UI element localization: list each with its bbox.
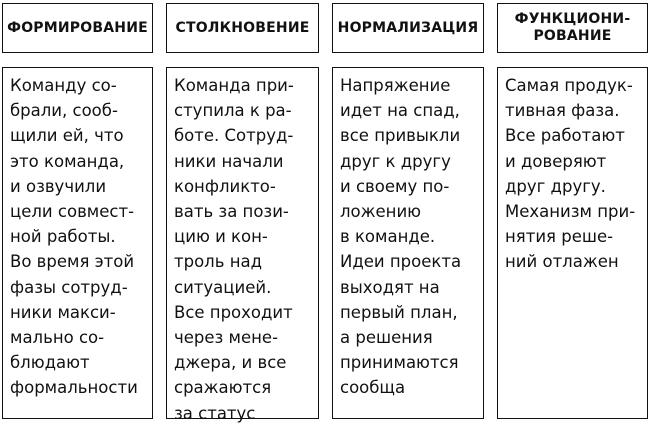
stage-norming-description: Напряжение идет на спад, все привыкли друг к другу и своему по- ложению в команде. Идеи проекта выходят на первый план, а решения принимаются сообща xyxy=(340,76,462,398)
stage-performing-box xyxy=(497,67,648,419)
stage-storming-box xyxy=(166,67,319,423)
stage-storming-description: Команда при- ступила к ра- боте. Сотруд- ники начали конфликто- вать за пози- цию и кон- троль над ситуацией. Все проходит через мене- джера, и все сражаются за статус xyxy=(174,76,294,423)
stage-performing-header xyxy=(497,3,648,53)
stage-forming-description: Команду со- брали, сооб- щили ей, что это команда, и озвучили цели совмест- ной работы. Во время этой фазы сотруд- ники макси- мально со- блюдают формальности xyxy=(10,76,138,398)
stage-norming-title: НОРМАЛИЗАЦИЯ xyxy=(337,19,479,36)
stage-storming-title: СТОЛКНОВЕНИЕ xyxy=(175,19,310,36)
stage-performing-description: Самая продук- тивная фаза. Все работают и доверяют друг другу. Механизм при- нятия реше- ний отлажен xyxy=(505,76,636,272)
stage-norming-header xyxy=(332,3,484,53)
stage-forming-box xyxy=(2,67,153,419)
stage-storming-header xyxy=(166,3,319,53)
stage-performing-title: ФУНКЦИОНИ- РОВАНИЕ xyxy=(514,11,631,44)
stage-forming-header xyxy=(2,3,153,53)
stage-norming-box xyxy=(332,67,484,419)
stage-forming-title: ФОРМИРОВАНИЕ xyxy=(7,19,148,36)
